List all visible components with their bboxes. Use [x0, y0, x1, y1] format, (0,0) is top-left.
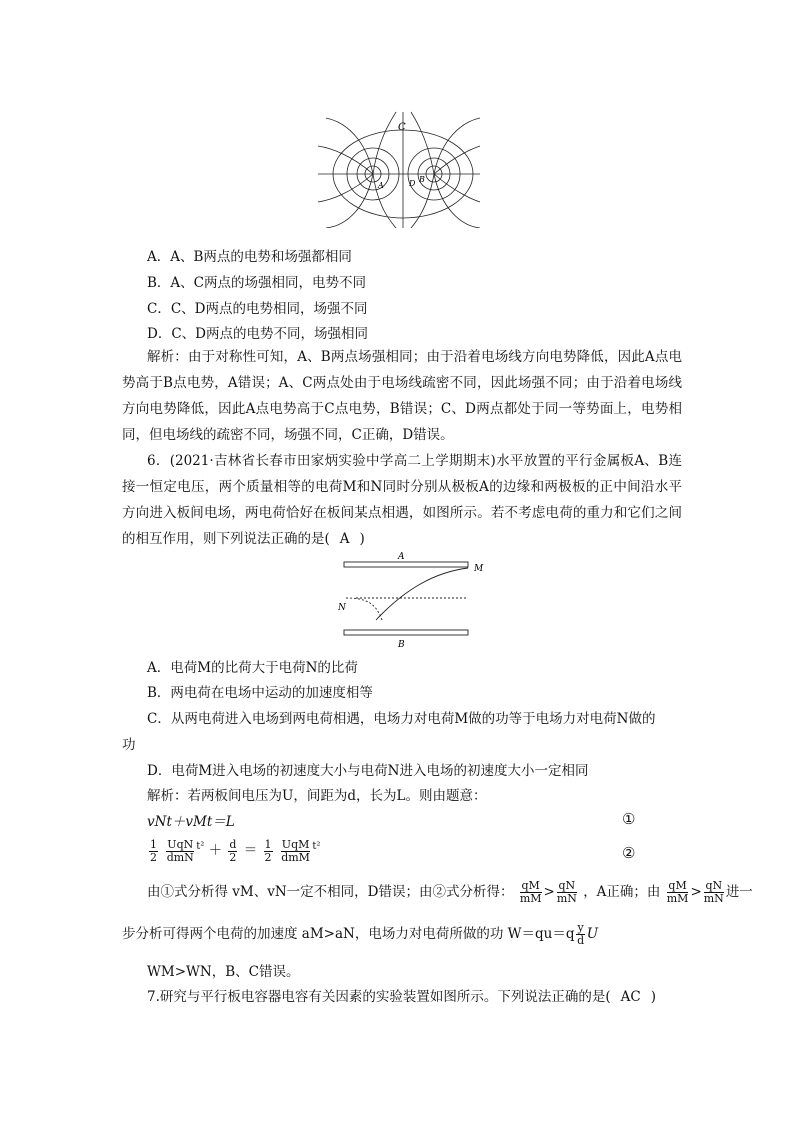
- fig2-plate-a: A: [398, 552, 405, 562]
- q5-option-d: D．C、D两点的电势不同，场强相同: [147, 326, 368, 342]
- fig1-label-d: D: [409, 179, 416, 188]
- equation-1-mark: ①: [622, 810, 636, 828]
- q7-answer: AC: [620, 989, 641, 1005]
- q6-answer: A: [339, 531, 350, 547]
- q6-option-c-cont: 功: [122, 737, 136, 753]
- parallel-plates-figure: [336, 548, 496, 650]
- equation-1: vNt＋vMt＝L: [147, 814, 235, 830]
- q6-option-a: A．电荷M的比荷大于电荷N的比荷: [147, 660, 358, 676]
- fig1-label-c: C: [398, 122, 406, 133]
- fig1-label-b: B: [419, 175, 425, 184]
- q5-option-b: B．A、C两点的场强相同，电势不同: [147, 275, 366, 291]
- fig2-label-m: M: [474, 564, 484, 574]
- trajectory-m: [376, 568, 468, 620]
- q6-stem: 6．(2021·吉林省长春市田家炳实验中学高二上学期期末)水平放置的平行金属板A、B连接一恒定电压，两个质量相等的电荷M和N同时分别从极板A的边缘和两极板的正中间沿水平方向进入板间电场，两电荷恰好在板间某点相遇，如图所示。若不考虑电荷的重力和它们之间的相互作用，则下列说法正确的是( A ): [122, 453, 682, 547]
- equation-2-mark: ②: [622, 844, 636, 862]
- q6-option-b: B．两电荷在电场中运动的加速度相等: [147, 685, 373, 701]
- trajectory-n: [346, 598, 382, 620]
- q7-stem: 7.研究与平行板电容器电容有关因素的实验装置如图所示。下列说法正确的是( AC ): [147, 989, 657, 1005]
- q6-deduce-line1: 由①式分析得 vM、vN一定不相同，D错误；由②式分析得： $\frac{qM}{mM}$ > $\frac{qN}{mN}$ ，A正确；由 $\frac{qM}{mM}$ > $\frac{qN}{mN}$ 进一: [147, 879, 753, 905]
- q6-option-c: C．从两电荷进入电场到两电荷相遇，电场力对电荷M做的功等于电场力对电荷N做的: [147, 711, 656, 727]
- plate-b: [344, 630, 468, 635]
- q6-option-d: D．电荷M进入电场的初速度大小与电荷N进入电场的初速度大小一定相同: [147, 763, 589, 779]
- fig1-label-a: A: [378, 181, 384, 190]
- plate-a: [344, 562, 468, 567]
- q5-option-a: A．A、B两点的电势和场强都相同: [147, 249, 352, 265]
- fig2-label-n: N: [338, 603, 346, 613]
- q6-analysis-intro: 解析：若两板间电压为U，间距为d，长为L。则由题意：: [147, 788, 487, 804]
- q5-analysis: 解析：由于对称性可知，A、B两点场强相同；由于沿着电场线方向电势降低，因此A点电势高于B点电势，A错误；A、C两点处由于电场线疏密不同，因此场强不同；由于沿着电场线方向电势降低，因此A点电势高于C点电势，B错误；C、D两点都处于同一等势面上，电势相同，但电场线的疏密不同，场强不同，C正确，D错误。: [122, 349, 682, 443]
- q5-option-c: C．C、D两点的电势相同，场强不同: [147, 301, 368, 317]
- equation-2: $\frac{1}{2}$ $\frac{\text{UqN}}{\text{dmN}}$ $^{t^2}$ ＋ $\frac{d}{2}$ ＝ $\frac{1}{2}$ $\frac{\text{UqM}}{\text{dmM}}$ $^{t^2}$: [150, 837, 321, 864]
- q6-deduce-line3: WM>WN，B、C错误。: [147, 964, 300, 980]
- fig2-plate-b: B: [398, 640, 405, 650]
- field-lines-figure: [316, 110, 482, 228]
- q6-deduce-line2: 步分析可得两个电荷的加速度 aM>aN，电场力对电荷所做的功 W＝qu＝q $\frac{y}{d}$ U: [122, 921, 599, 947]
